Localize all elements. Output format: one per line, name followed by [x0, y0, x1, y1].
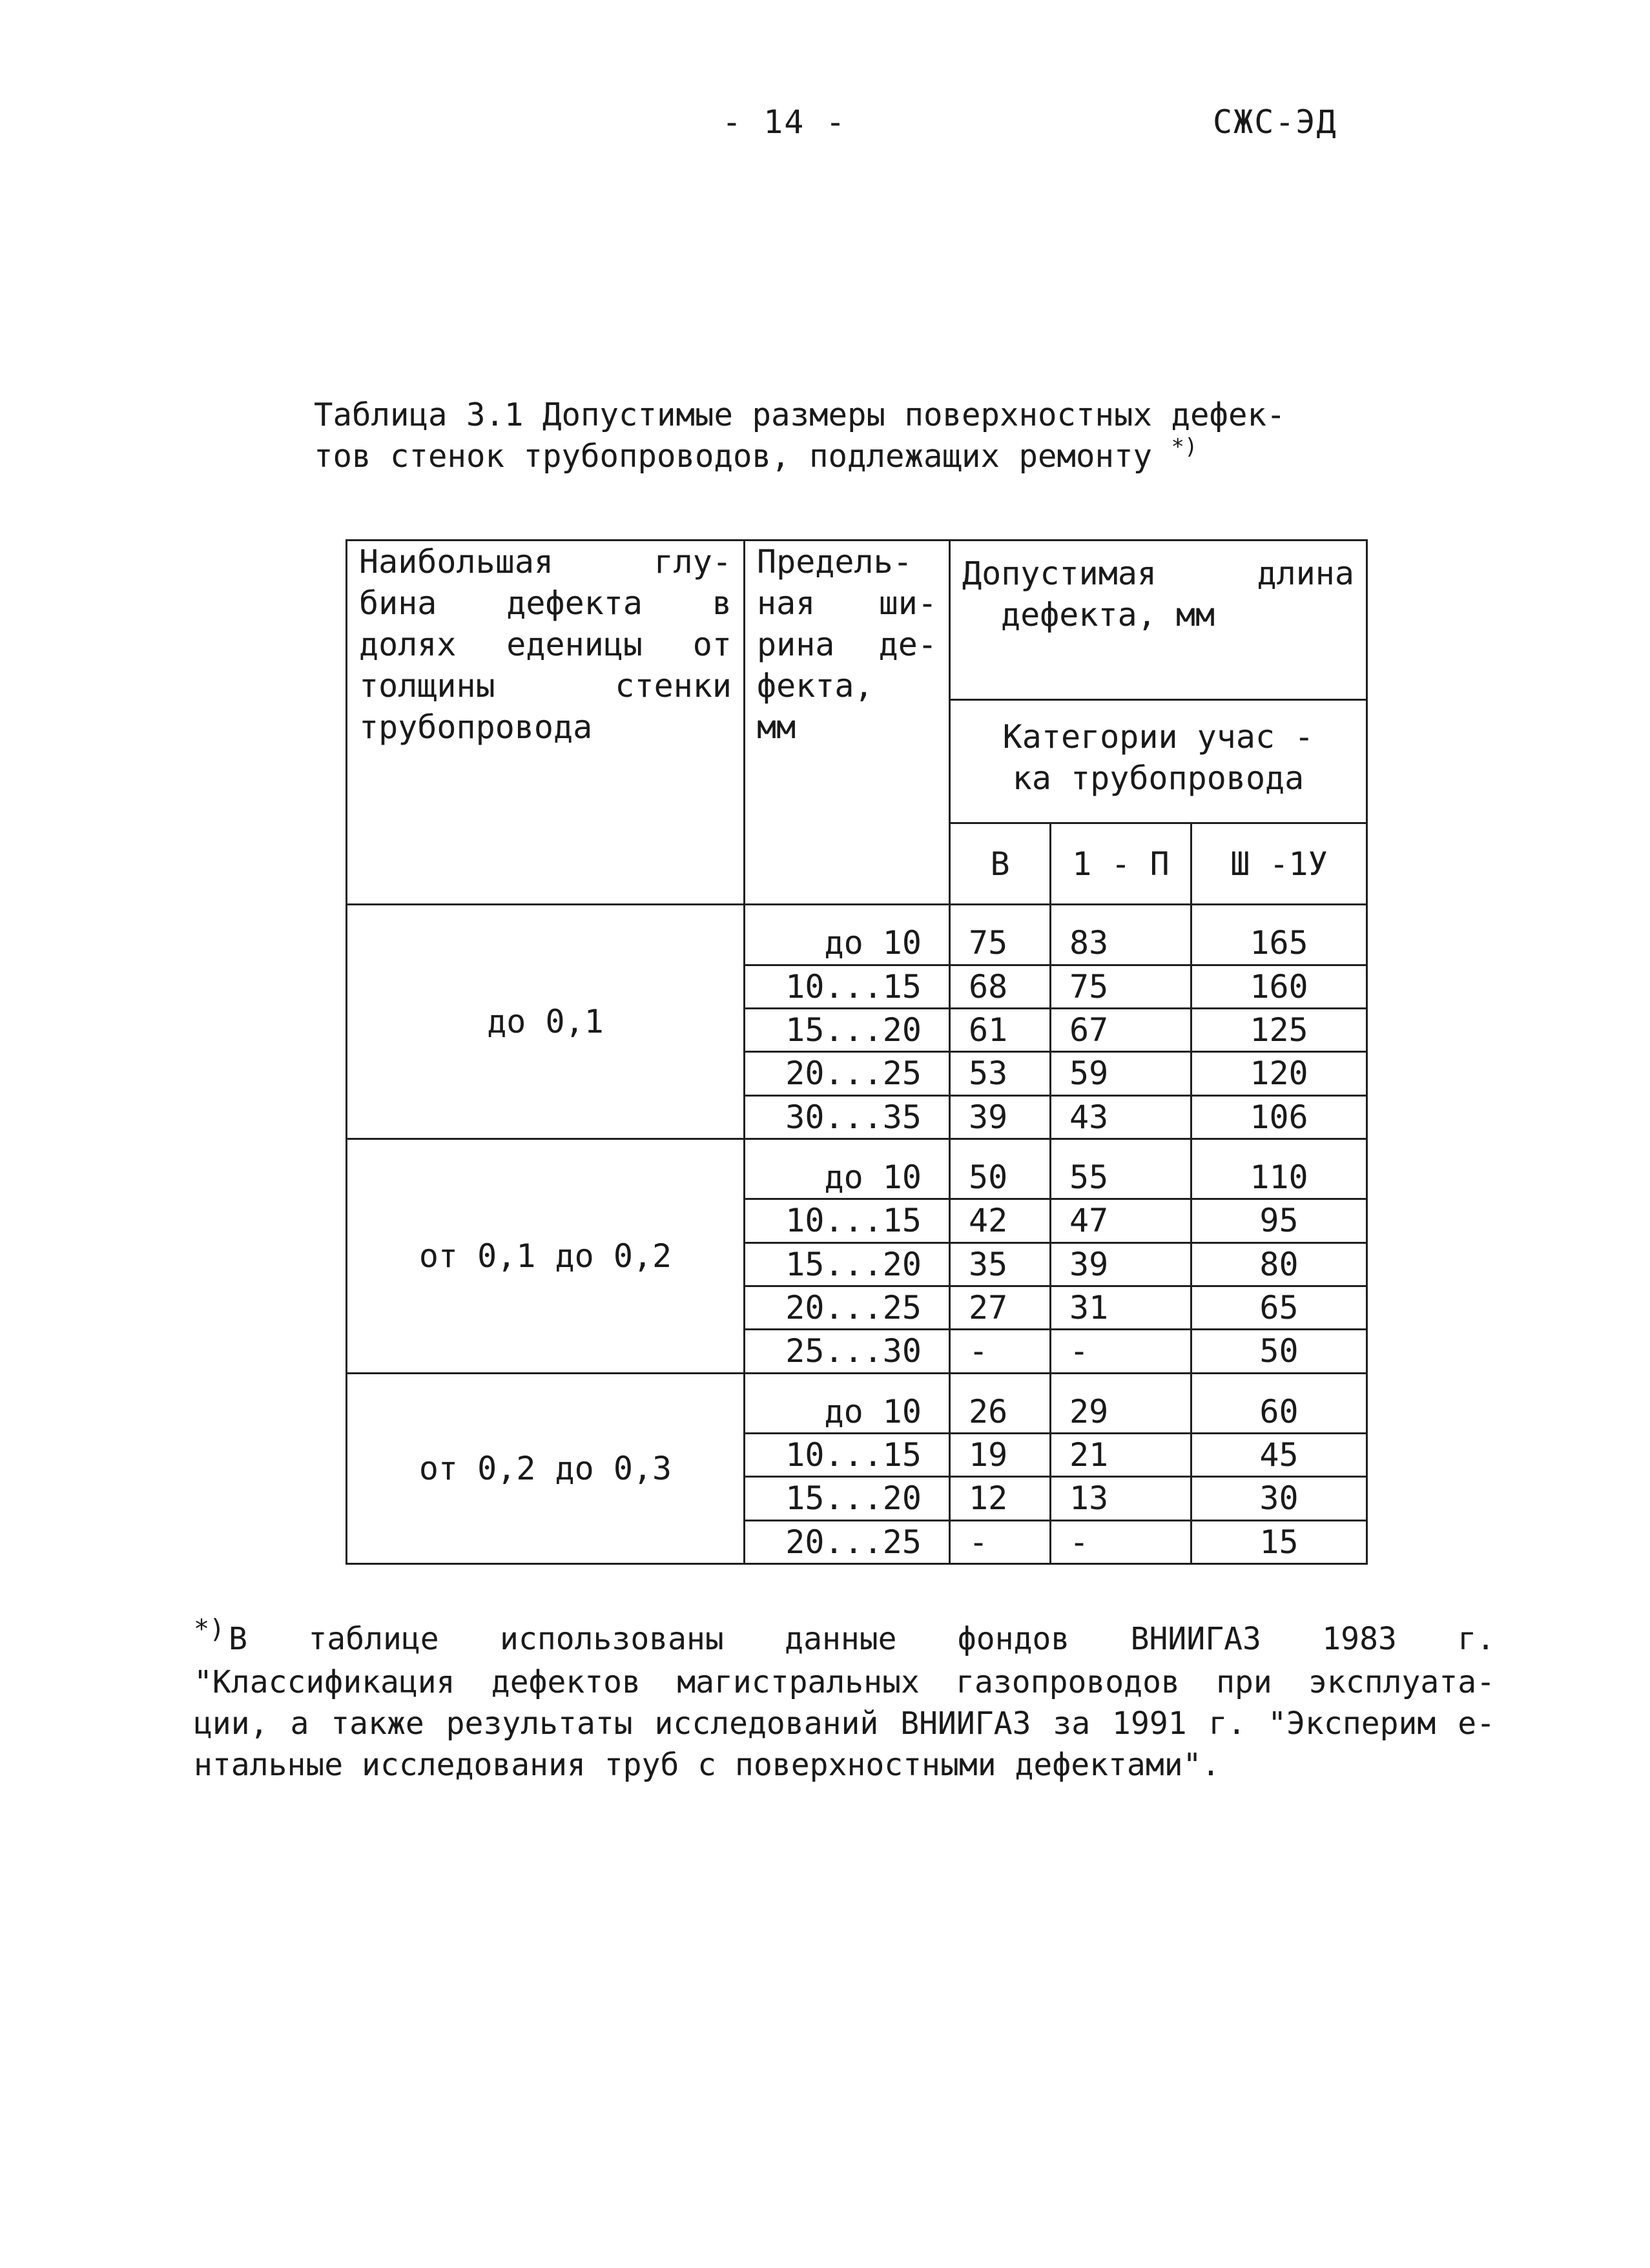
table-caption — [314, 397, 1286, 433]
length-cell: 120 — [1191, 1052, 1367, 1095]
length-cell: - — [1051, 1330, 1191, 1373]
depth-cell: от 0,2 до 0,3 — [347, 1373, 745, 1563]
length-cell: 80 — [1191, 1242, 1367, 1286]
length-cell: - — [1051, 1520, 1191, 1563]
width-cell: 20...25 — [745, 1286, 950, 1330]
width-cell: 15...20 — [745, 1009, 950, 1052]
length-cell: 13 — [1051, 1477, 1191, 1520]
length-cell: 67 — [1051, 1009, 1191, 1052]
length-cell: 55 — [1051, 1139, 1191, 1199]
length-cell: 47 — [1051, 1199, 1191, 1242]
footnote-line-4: нтальные исследования труб с поверхностными дефектами". — [194, 1747, 1221, 1783]
length-cell: 27 — [950, 1286, 1051, 1330]
caption-footnote-mark: *) — [1171, 434, 1198, 460]
length-cell: 65 — [1191, 1286, 1367, 1330]
header-category — [950, 700, 1367, 823]
length-cell: 68 — [950, 965, 1051, 1008]
header-category-line: ка трубопровода — [1012, 759, 1305, 798]
length-cell: - — [950, 1520, 1051, 1563]
length-cell: 53 — [950, 1052, 1051, 1095]
header-depth-line: трубопровода — [359, 708, 593, 746]
header-depth-line: долях еденицы от — [359, 626, 732, 663]
length-cell: 42 — [950, 1199, 1051, 1242]
length-cell: 75 — [1051, 965, 1191, 1008]
footnote-text-1: В таблице использованы данные фондов ВНИИГАЗ 1983 г. — [229, 1621, 1495, 1657]
footnote-line-3: ции, а также результаты исследований ВНИИГАЗ за 1991 г. "Эксперим е- — [194, 1706, 1495, 1742]
caption-line-1: Таблица 3.1 Допустимые размеры поверхностных дефек- — [314, 397, 1286, 433]
length-cell: 26 — [950, 1373, 1051, 1433]
length-cell: - — [950, 1330, 1051, 1373]
length-cell: 15 — [1191, 1520, 1367, 1563]
header-length-line: Допустимая длина — [962, 555, 1354, 592]
caption-line-2: тов стенок трубопроводов, подлежащих ремонту — [314, 438, 1153, 475]
header-width — [745, 541, 950, 905]
width-cell: 10...15 — [745, 1434, 950, 1477]
depth-cell: до 0,1 — [347, 905, 745, 1139]
header-category-line: Категории учас - — [1002, 718, 1314, 756]
length-cell: 45 — [1191, 1434, 1367, 1477]
header-width-line: мм — [757, 708, 796, 746]
length-cell: 50 — [950, 1139, 1051, 1199]
length-cell: 39 — [1051, 1242, 1191, 1286]
width-cell: 25...30 — [745, 1330, 950, 1373]
header-depth-line: бина дефекта в — [359, 584, 732, 622]
width-cell: 10...15 — [745, 965, 950, 1008]
width-cell: 15...20 — [745, 1477, 950, 1520]
header-col: 1 - П — [1051, 823, 1191, 905]
length-cell: 83 — [1051, 905, 1191, 965]
width-cell: 10...15 — [745, 1199, 950, 1242]
length-cell: 31 — [1051, 1286, 1191, 1330]
table-row — [347, 1373, 1367, 1433]
width-cell: 20...25 — [745, 1520, 950, 1563]
header-width-line: фекта, — [757, 667, 874, 705]
length-cell: 75 — [950, 905, 1051, 965]
width-cell: до 10 — [745, 1139, 950, 1199]
header-width-line: ная ши- — [757, 584, 937, 622]
length-cell: 39 — [950, 1095, 1051, 1139]
header-width-line: рина де- — [757, 626, 937, 663]
length-cell: 59 — [1051, 1052, 1191, 1095]
length-cell: 21 — [1051, 1434, 1191, 1477]
length-cell: 95 — [1191, 1199, 1367, 1242]
header-length — [950, 541, 1367, 700]
table-row — [347, 905, 1367, 965]
length-cell: 43 — [1051, 1095, 1191, 1139]
header-width-line: Предель- — [757, 543, 913, 581]
footnote-mark: *) — [194, 1614, 225, 1644]
defect-table — [345, 539, 1368, 1565]
header-length-line: дефекта, мм — [1001, 596, 1215, 634]
length-cell: 12 — [950, 1477, 1051, 1520]
depth-cell: от 0,1 до 0,2 — [347, 1139, 745, 1374]
length-cell: 61 — [950, 1009, 1051, 1052]
length-cell: 19 — [950, 1434, 1051, 1477]
header-row-1 — [347, 541, 1367, 700]
length-cell: 30 — [1191, 1477, 1367, 1520]
page-number: - 14 - — [722, 103, 847, 141]
table-row — [347, 1139, 1367, 1199]
header-depth — [347, 541, 745, 905]
width-cell: до 10 — [745, 905, 950, 965]
document-code: СЖС-ЭД — [1213, 103, 1337, 141]
width-cell: 15...20 — [745, 1242, 950, 1286]
header-depth-line: Наибольшая глу- — [359, 543, 732, 581]
length-cell: 165 — [1191, 905, 1367, 965]
footnote — [194, 1614, 1495, 1786]
length-cell: 29 — [1051, 1373, 1191, 1433]
length-cell: 106 — [1191, 1095, 1367, 1139]
length-cell: 110 — [1191, 1139, 1367, 1199]
length-cell: 35 — [950, 1242, 1051, 1286]
width-cell: 30...35 — [745, 1095, 950, 1139]
length-cell: 125 — [1191, 1009, 1367, 1052]
header-col: Ш -1У — [1191, 823, 1367, 905]
header-depth-line: толщины стенки — [359, 667, 732, 705]
table-caption-2 — [314, 434, 1198, 475]
footnote-line-2: "Классификация дефектов магистральных газопроводов при эксплуата- — [194, 1664, 1495, 1700]
length-cell: 160 — [1191, 965, 1367, 1008]
width-cell: 20...25 — [745, 1052, 950, 1095]
length-cell: 60 — [1191, 1373, 1367, 1433]
length-cell: 50 — [1191, 1330, 1367, 1373]
footnote-line-1 — [194, 1614, 1495, 1662]
header-col: В — [950, 823, 1051, 905]
width-cell: до 10 — [745, 1373, 950, 1433]
